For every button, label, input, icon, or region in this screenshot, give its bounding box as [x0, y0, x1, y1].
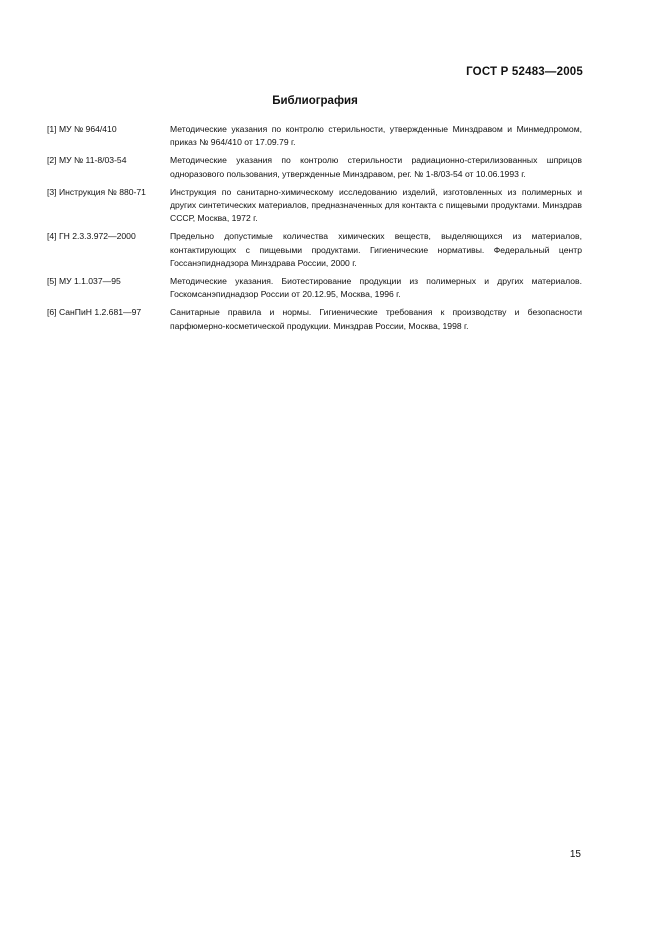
bibliography-text: Санитарные правила и нормы. Гигиенические требования к производству и безопасности парфюмерно-косметической продукции. Минздрав России, Москва, 1998 г. — [170, 307, 582, 331]
bibliography-entry — [47, 275, 582, 302]
bibliography-ref: [5] МУ 1.1.037—95 — [47, 276, 121, 287]
bibliography-ref: [6] СанПиН 1.2.681—97 — [47, 307, 142, 318]
bibliography-entry — [47, 123, 582, 150]
bibliography-text: Методические указания. Биотестирование продукции из полимерных и других материалов. Госкомсанэпиднадзор России от 20.12.95, Москва, 1996 г. — [170, 276, 582, 300]
bibliography-ref: [4] ГН 2.3.3.972—2000 — [47, 231, 136, 242]
bibliography-entry — [47, 154, 582, 181]
bibliography-text: Методические указания по контролю стерильности радиационно-стерилизованных шприцов одноразового пользования, утвержденные Минздравом, рег. № 1-8/03-54 от 10.06.1993 г. — [170, 155, 582, 179]
bibliography-list — [47, 123, 582, 338]
bibliography-title: Библиография — [272, 95, 358, 107]
bibliography-ref: [2] МУ № 11-8/03-54 — [47, 155, 127, 166]
bibliography-entry — [47, 306, 582, 333]
bibliography-entry — [47, 186, 582, 226]
bibliography-text: Методические указания по контролю стерильности, утвержденные Минздравом и Минмедпромом, приказ № 964/410 от 17.09.79 г. — [170, 124, 582, 148]
document-standard-code: ГОСТ Р 52483—2005 — [466, 66, 583, 78]
bibliography-ref: [1] МУ № 964/410 — [47, 124, 117, 134]
bibliography-text: Предельно допустимые количества химических веществ, выделяющихся из материалов, контактирующих с пищевыми продуктами. Гигиенические нормативы. Федеральный центр Госсанэпиднадзора Минздрава России, 2000 г. — [170, 231, 582, 269]
bibliography-ref: [3] Инструкция № 880-71 — [47, 186, 146, 197]
page-number: 15 — [569, 849, 581, 860]
bibliography-entry — [47, 230, 582, 270]
bibliography-text: Инструкция по санитарно-химическому исследованию изделий, изготовленных из полимерных и других синтетических материалов, предназначенных для контакта с пищевыми продуктами. Минздрав СССР, Москва, 1972 г. — [170, 186, 582, 224]
